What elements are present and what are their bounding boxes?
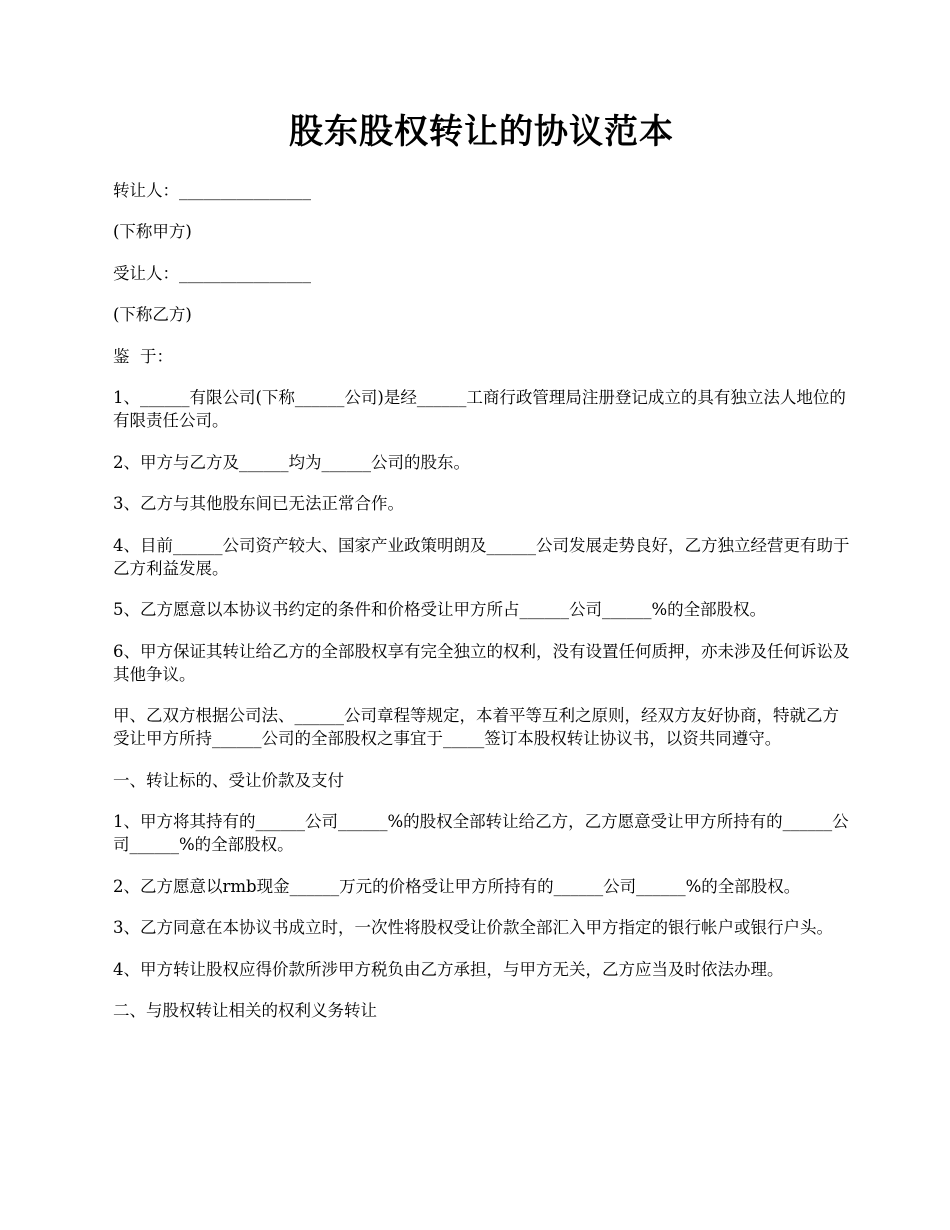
whereas-clause-5: 5、乙方愿意以本协议书约定的条件和价格受让甲方所占______公司______%的全部股权。 bbox=[113, 600, 767, 620]
section-1-clause-4: 4、甲方转让股权应得价款所涉甲方税负由乙方承担，与甲方无关，乙方应当及时依法办理。 bbox=[113, 959, 784, 979]
section-1-clause-2: 2、乙方愿意以rmb现金______万元的价格受让甲方所持有的______公司______%的全部股权。 bbox=[113, 876, 801, 896]
document-body bbox=[113, 179, 850, 1023]
section-2-heading: 二、与股权转让相关的权利义务转让 bbox=[113, 1001, 377, 1021]
whereas-clause-3: 3、乙方与其他股东间已无法正常合作。 bbox=[113, 494, 404, 514]
party-a-note: (下称甲方) bbox=[113, 222, 192, 242]
section-1-clause-1: 1、甲方将其持有的______公司______%的股权全部转让给乙方，乙方愿意受让甲方所持有的______公司______%的全部股权。 bbox=[113, 812, 849, 855]
whereas-heading: 鉴 于： bbox=[113, 346, 173, 366]
document-title: 股东股权转让的协议范本 bbox=[289, 112, 674, 152]
whereas-clause-2: 2、甲方与乙方及______均为______公司的股东。 bbox=[113, 452, 470, 472]
party-b-note: (下称乙方) bbox=[113, 305, 192, 325]
section-1-heading: 一、转让标的、受让价款及支付 bbox=[113, 770, 344, 790]
whereas-clause-4: 4、目前______公司资产较大、国家产业政策明朗及______公司发展走势良好，乙方独立经营更有助于乙方利益发展。 bbox=[113, 535, 850, 578]
section-1-clause-3: 3、乙方同意在本协议书成立时，一次性将股权受让价款全部汇入甲方指定的银行帐户或银行户头。 bbox=[113, 918, 833, 938]
party-transferee-line: 受让人：________________ bbox=[113, 263, 311, 283]
whereas-clause-1: 1、______有限公司(下称______公司)是经______工商行政管理局注册登记成立的具有独立法人地位的有限责任公司。 bbox=[113, 388, 846, 431]
party-transferor-line: 转让人：________________ bbox=[113, 180, 311, 200]
whereas-clause-6: 6、甲方保证其转让给乙方的全部股权享有完全独立的权利，没有设置任何质押，亦未涉及任何诉讼及其他争议。 bbox=[113, 641, 850, 684]
agreement-preamble: 甲、乙双方根据公司法、______公司章程等规定，本着平等互利之原则，经双方友好协商，特就乙方受让甲方所持______公司的全部股权之事宜于_____签订本股权转让协议书，以资共同遵守。 bbox=[113, 706, 839, 749]
